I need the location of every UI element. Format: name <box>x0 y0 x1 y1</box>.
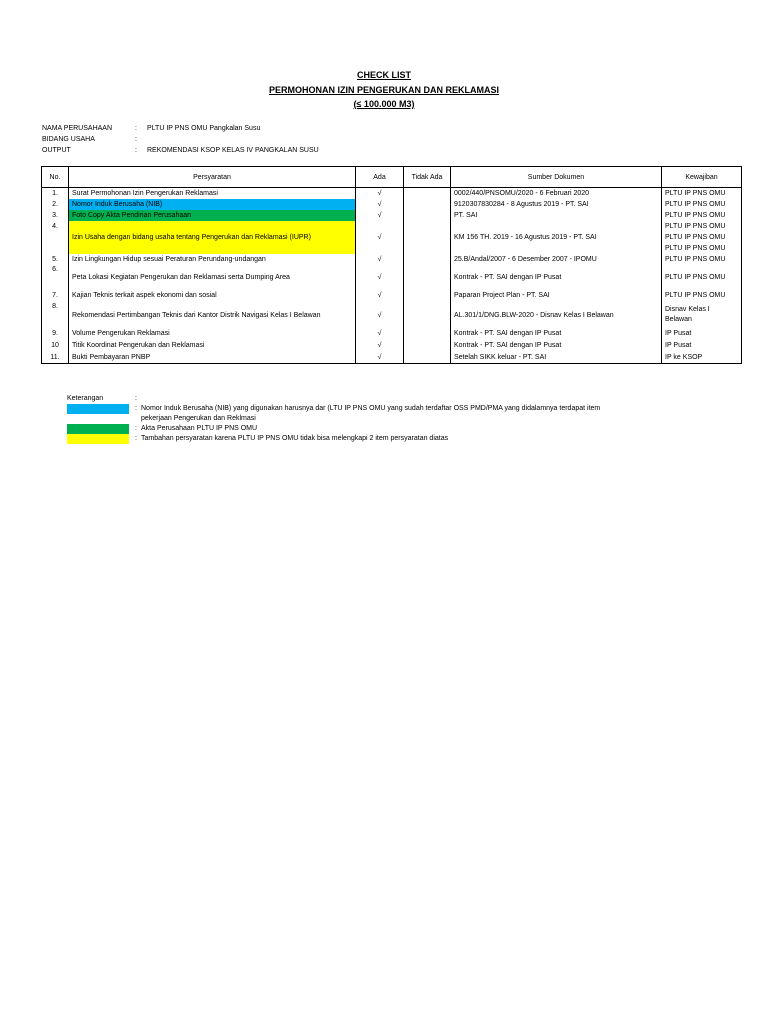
cell-sumber: 25.B/Andal/2007 - 6 Desember 2007 - IPOMU <box>451 254 662 266</box>
cell-ada: √ <box>356 340 404 352</box>
table-row <box>42 340 742 352</box>
legend-text: Nomor Induk Berusaha (NIB) yang digunakan harusnya dar (LTU IP PNS OMU yang sudah terdaftar OSS PMD/PMA yang didalamnya terdapat item pekerjaan Pengerukan dan Reklmasi <box>141 405 601 422</box>
cell-sumber: AL.301/1/DNG.BLW-2020 - Disnav Kelas I Belawan <box>451 303 662 328</box>
table-row <box>42 289 742 303</box>
cell-persyaratan: Nomor Induk Berusaha (NIB) <box>69 199 356 210</box>
cell-no: 3. <box>42 210 69 221</box>
cell-sumber: Paparan Project Plan - PT. SAI <box>451 289 662 303</box>
info-label: NAMA PERUSAHAAN <box>42 125 113 132</box>
cell-kewajiban: PLTU IP PNS OMU <box>662 210 742 221</box>
cell-sumber: Kontrak - PT. SAI dengan IP Pusat <box>451 340 662 352</box>
table-header-row <box>42 167 742 188</box>
table-row <box>42 328 742 340</box>
table-row <box>42 210 742 221</box>
cell-no: 8. <box>42 303 69 328</box>
table-row <box>42 221 742 232</box>
title-permohonan: PERMOHONAN IZIN PENGERUKAN DAN REKLAMASI <box>268 85 499 95</box>
info-sep: : <box>135 136 137 143</box>
cell-tidak-ada <box>404 210 451 221</box>
info-row-bidang <box>42 134 319 145</box>
legend-colon: : <box>135 425 137 432</box>
cell-no: 7. <box>42 289 69 303</box>
info-value: REKOMENDASI KSOP KELAS IV PANGKALAN SUSU <box>147 147 319 154</box>
legend-swatch-yellow <box>67 434 129 444</box>
cell-tidak-ada <box>404 289 451 303</box>
cell-tidak-ada <box>404 340 451 352</box>
cell-ada: √ <box>356 254 404 266</box>
info-row-nama <box>42 123 319 134</box>
cell-sumber: KM 156 TH. 2019 - 16 Agustus 2019 - PT. SAI <box>451 221 662 254</box>
legend-item-blue <box>67 404 611 424</box>
cell-persyaratan: Rekomendasi Pertimbangan Teknis dari Kantor Distrik Navigasi Kelas I Belawan <box>69 303 356 328</box>
header-tidak-ada: Tidak Ada <box>404 167 451 188</box>
cell-tidak-ada <box>404 303 451 328</box>
cell-no: 4. <box>42 221 69 232</box>
legend-swatch-blue <box>67 404 129 414</box>
cell-sumber: PT. SAI <box>451 210 662 221</box>
cell-kewajiban: PLTU IP PNS OMU <box>662 243 742 254</box>
cell-persyaratan: Izin Lingkungan Hidup sesuai Peraturan Perundang-undangan <box>69 254 356 266</box>
cell-no: 1. <box>42 188 69 199</box>
cell-no: 10 <box>42 340 69 352</box>
cell-kewajiban: PLTU IP PNS OMU <box>662 289 742 303</box>
cell-kewajiban: PLTU IP PNS OMU <box>662 232 742 243</box>
info-value: PLTU IP PNS OMU Pangkalan Susu <box>147 125 261 132</box>
cell-persyaratan: Izin Usaha dengan bidang usaha tentang Pengerukan dan Reklamasi (IUPR) <box>69 221 356 254</box>
cell-persyaratan: Kajian Teknis terkait aspek ekonomi dan sosial <box>69 289 356 303</box>
cell-no: 9. <box>42 328 69 340</box>
legend-text: Akta Perusahaan PLTU IP PNS OMU <box>141 425 258 432</box>
cell-kewajiban: PLTU IP PNS OMU <box>662 266 742 289</box>
cell-sumber: Setelah SIKK keluar - PT. SAI <box>451 352 662 364</box>
legend-text: Tambahan persyaratan karena PLTU IP PNS OMU tidak bisa melengkapi 2 item persyaratan diatas <box>141 435 449 442</box>
table-row <box>42 199 742 210</box>
cell-ada: √ <box>356 221 404 254</box>
cell-ada: √ <box>356 188 404 199</box>
cell-kewajiban: PLTU IP PNS OMU <box>662 199 742 210</box>
cell-persyaratan: Bukti Pembayaran PNBP <box>69 352 356 364</box>
checklist-table <box>41 166 742 364</box>
legend-colon: : <box>135 395 137 402</box>
info-row-output <box>42 145 319 156</box>
cell-ada: √ <box>356 266 404 289</box>
cell-tidak-ada <box>404 254 451 266</box>
header-kewajiban: Kewajiban <box>662 167 742 188</box>
cell-kewajiban: PLTU IP PNS OMU <box>662 221 742 232</box>
cell-sumber: Kontrak - PT. SAI dengan IP Pusat <box>451 328 662 340</box>
legend-colon: : <box>135 435 137 442</box>
header-persyaratan: Persyaratan <box>69 167 356 188</box>
info-label: OUTPUT <box>42 147 71 154</box>
info-sep: : <box>135 147 137 154</box>
table-row <box>42 254 742 266</box>
cell-no <box>42 232 69 243</box>
cell-tidak-ada <box>404 266 451 289</box>
cell-no <box>42 243 69 254</box>
kewajiban-line: Belawan <box>665 316 692 323</box>
cell-persyaratan: Peta Lokasi Kegiatan Pengerukan dan Reklamasi serta Dumping Area <box>69 266 356 289</box>
cell-persyaratan: Titik Koordinat Pengerukan dan Reklamasi <box>69 340 356 352</box>
cell-no: 5. <box>42 254 69 266</box>
title-check-list: CHECK LIST <box>357 70 411 80</box>
cell-persyaratan: Surat Permohonan Izin Pengerukan Reklamasi <box>69 188 356 199</box>
cell-kewajiban: IP Pusat <box>662 340 742 352</box>
cell-kewajiban: IP Pusat <box>662 328 742 340</box>
cell-ada: √ <box>356 289 404 303</box>
cell-no: 11. <box>42 352 69 364</box>
legend-swatch-green <box>67 424 129 434</box>
header-sumber-dokumen: Sumber Dokumen <box>451 167 662 188</box>
table-row <box>42 352 742 364</box>
title-volume: (≤ 100.000 M3) <box>353 99 415 109</box>
legend-title: Keterangan <box>67 395 104 402</box>
table-row <box>42 303 742 328</box>
cell-tidak-ada <box>404 199 451 210</box>
cell-ada: √ <box>356 328 404 340</box>
cell-tidak-ada <box>404 221 451 254</box>
legend-title-row <box>67 394 611 404</box>
table-row <box>42 266 742 289</box>
cell-sumber: 0002/440/PNSOMU/2020 - 6 Februari 2020 <box>451 188 662 199</box>
info-label: BIDANG USAHA <box>42 136 95 143</box>
table-row <box>42 188 742 199</box>
info-sep: : <box>135 125 137 132</box>
cell-kewajiban <box>662 303 742 328</box>
cell-no: 6. <box>42 266 69 289</box>
header-no: No. <box>42 167 69 188</box>
cell-kewajiban: PLTU IP PNS OMU <box>662 188 742 199</box>
cell-ada: √ <box>356 303 404 328</box>
cell-persyaratan: Foto Copy Akta Pendirian Perusahaan <box>69 210 356 221</box>
header-ada: Ada <box>356 167 404 188</box>
cell-no: 2. <box>42 199 69 210</box>
cell-ada: √ <box>356 352 404 364</box>
cell-kewajiban: IP ke KSOP <box>662 352 742 364</box>
cell-sumber: 9120307830284 - 8 Agustus 2019 - PT. SAI <box>451 199 662 210</box>
legend-item-green <box>67 424 611 434</box>
cell-ada: √ <box>356 210 404 221</box>
legend-item-yellow <box>67 434 611 444</box>
cell-tidak-ada <box>404 188 451 199</box>
company-info <box>42 123 319 156</box>
kewajiban-line: Disnav Kelas I <box>665 306 710 313</box>
cell-sumber: Kontrak - PT. SAI dengan IP Pusat <box>451 266 662 289</box>
cell-tidak-ada <box>404 328 451 340</box>
cell-kewajiban: PLTU IP PNS OMU <box>662 254 742 266</box>
legend <box>67 394 611 444</box>
legend-colon: : <box>135 405 137 412</box>
cell-ada: √ <box>356 199 404 210</box>
cell-persyaratan: Volume Pengerukan Reklamasi <box>69 328 356 340</box>
cell-tidak-ada <box>404 352 451 364</box>
